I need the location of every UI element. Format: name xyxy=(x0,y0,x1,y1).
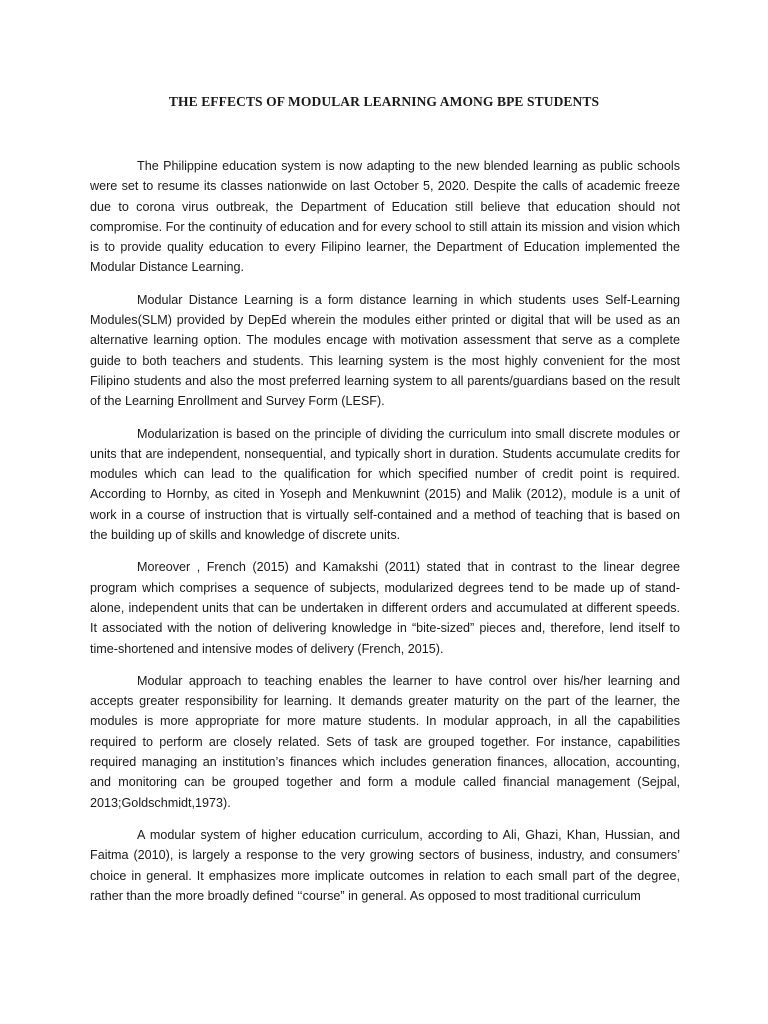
paragraph-3: Modularization is based on the principle of dividing the curriculum into small discrete modules or units that are independent, nonsequential, and typically short in duration. Students accumulate credits for modules which can lead to the qualification for which specified number of credit point is required. According to Hornby, as cited in Yoseph and Menkuwnint (2015) and Malik (2012), module is a unit of work in a course of instruction that is virtually self-contained and a method of teaching that is based on the building up of skills and knowledge of discrete units. xyxy=(90,426,680,543)
document-body xyxy=(90,156,680,906)
paragraph-6: A modular system of higher education curriculum, according to Ali, Ghazi, Khan, Hussian, and Faitma (2010), is largely a response to the very growing sectors of business, industry, and consumers’ choice in general. It emphasizes more implicate outcomes in relation to each small part of the degree, rather than the more broadly defined ‘‘course” in general. As opposed to most traditional curriculum xyxy=(90,827,680,903)
paragraph-1: The Philippine education system is now adapting to the new blended learning as public schools were set to resume its classes nationwide on last October 5, 2020. Despite the calls of academic freeze due to corona virus outbreak, the Department of Education still believe that education should not compromise. For the continuity of education and for every school to still attain its mission and vision which is to provide quality education to every Filipino learner, the Department of Education implemented the Modular Distance Learning. xyxy=(90,159,680,275)
document-title: THE EFFECTS OF MODULAR LEARNING AMONG BPE STUDENTS xyxy=(168,94,600,109)
paragraph-2: Modular Distance Learning is a form distance learning in which students uses Self-Learning Modules(SLM) provided by DepEd wherein the modules either printed or digital that will be used as an alternative learning option. The modules encage with motivation assessment that serve as a complete guide to both teachers and students. This learning system is the most highly convenient for the most Filipino students and also the most preferred learning system to all parents/guardians based on the result of the Learning Enrollment and Survey Form (LESF). xyxy=(90,292,680,409)
paragraph-5: Modular approach to teaching enables the learner to have control over his/her learning and accepts greater responsibility for learning. It demands greater maturity on the part of the learner, the modules is more appropriate for more mature students. In modular approach, in all the capabilities required to perform are closely related. Sets of task are grouped together. For instance, capabilities required managing an institution’s finances which includes generation finances, allocation, accounting, and monitoring can be grouped together and form a module called financial management (Sejpal, 2013;Goldschmidt,1973). xyxy=(90,673,680,810)
paragraph-4: Moreover , French (2015) and Kamakshi (2011) stated that in contrast to the linear degree program which comprises a sequence of subjects, modularized degrees tend to be made up of stand-alone, independent units that can be undertaken in different orders and accumulated at different speeds. It associated with the notion of delivering knowledge in “bite-sized” pieces and, therefore, lend itself to time-shortened and intensive modes of delivery (French, 2015). xyxy=(90,560,680,656)
